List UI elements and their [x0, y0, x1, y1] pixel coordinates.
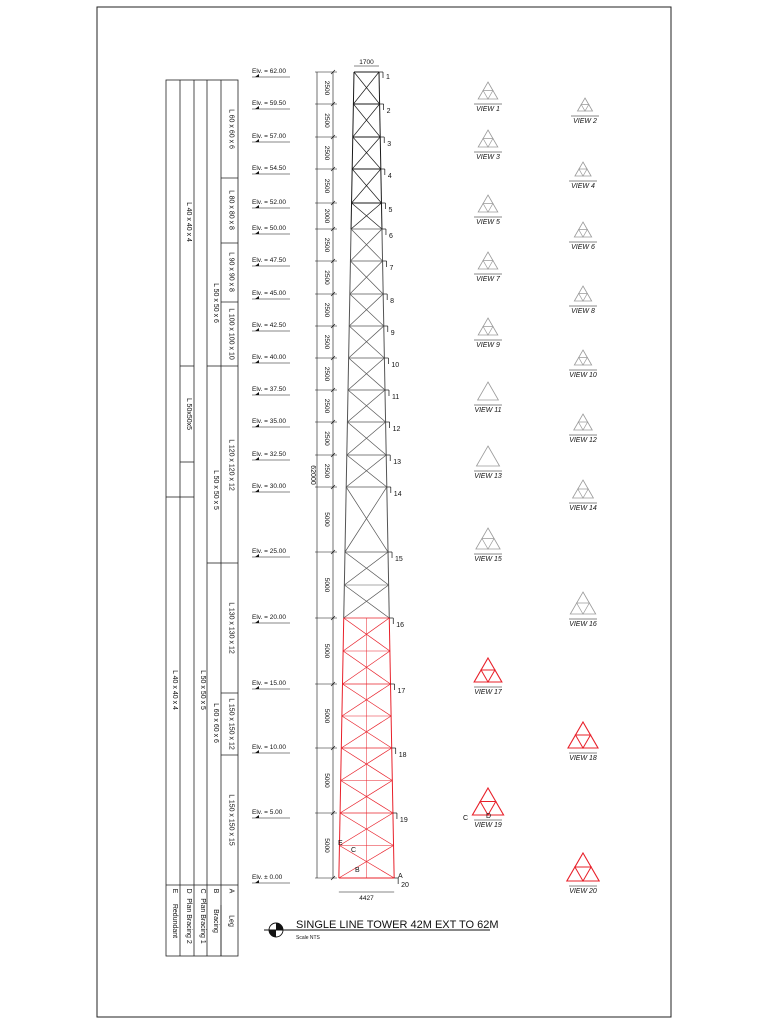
plan-views	[463, 82, 599, 895]
segment-height-label: 2500	[323, 178, 330, 194]
sheet-border	[97, 7, 671, 1017]
view-label: VIEW 12	[569, 437, 597, 444]
plan-view	[474, 446, 502, 480]
section-marker	[388, 552, 403, 563]
plan-view	[569, 222, 597, 251]
view-label: VIEW 4	[571, 183, 595, 190]
elevation-marker	[252, 874, 290, 883]
legend-name: Bracing	[212, 909, 219, 933]
section-marker	[386, 422, 401, 433]
segment-height-label: 2500	[323, 237, 330, 253]
elevation-marker	[252, 290, 290, 299]
legend-code: D	[185, 888, 192, 894]
tower-panel	[347, 390, 385, 422]
plan1-section-label: L 50x50x5	[185, 397, 192, 431]
elevation-marker	[252, 809, 290, 818]
elevation-marker	[252, 418, 290, 427]
plan-view	[474, 318, 502, 349]
view-label: VIEW 20	[569, 888, 597, 895]
section-marker	[387, 487, 402, 498]
leg-section-label: L 90 x 90 x 8	[227, 252, 235, 292]
tower-panel	[346, 455, 387, 487]
tower-panel	[353, 104, 380, 137]
section-marker	[392, 748, 407, 759]
view-label: VIEW 2	[573, 118, 597, 125]
leg-section-label: L 100 x 100 x 10	[227, 308, 235, 360]
elevation-label: Elv. = 32.50	[252, 451, 287, 458]
plan-view	[474, 382, 502, 414]
section-number: 17	[397, 688, 406, 695]
member-letter-c: C	[351, 847, 357, 854]
view-label: VIEW 14	[569, 505, 597, 512]
plan-view	[571, 98, 599, 125]
view-label: VIEW 5	[476, 219, 500, 226]
section-marker	[381, 203, 392, 214]
table-text	[171, 109, 235, 944]
plan-view	[474, 528, 502, 563]
segment-height-label: 2500	[323, 113, 330, 128]
section-number: 9	[390, 330, 395, 337]
section-number: 10	[391, 362, 400, 369]
elevation-label: Elv. = 62.00	[252, 68, 287, 75]
leg-section-label: L 80 x 80 x 8	[227, 190, 235, 230]
top-width-label: 1700	[359, 59, 374, 66]
legend-code: A	[227, 888, 235, 894]
section-number: 12	[392, 426, 401, 433]
member-letter-e: E	[338, 840, 343, 847]
view-label: VIEW 19	[474, 822, 502, 829]
tower-panel	[353, 72, 379, 104]
elevation-marker	[252, 165, 290, 174]
section-marker	[386, 455, 401, 466]
elevation-label: Elv. = 59.50	[252, 100, 287, 107]
elevation-marker	[252, 614, 290, 623]
elevation-marker	[252, 100, 290, 109]
view-label: VIEW 1	[476, 106, 500, 113]
elevation-label: Elv. = 47.50	[252, 257, 287, 264]
section-number: 8	[390, 298, 395, 305]
plan-view	[474, 658, 503, 696]
elevation-label: Elv. = 25.00	[252, 548, 287, 555]
elevation-label: Elv. = 20.00	[252, 614, 287, 621]
section-marker	[393, 813, 408, 824]
segment-height-label: 5000	[323, 577, 330, 593]
section-marker	[389, 618, 404, 629]
elevation-marker	[252, 354, 290, 363]
plan-view	[472, 788, 503, 829]
segment-height-label: 2500	[323, 334, 330, 350]
view-label: VIEW 16	[569, 621, 597, 628]
tower-panel	[349, 294, 384, 326]
elevation-marker	[252, 744, 290, 753]
plan-view	[569, 414, 597, 444]
legend-code: C	[199, 888, 206, 894]
plan-view	[567, 853, 599, 895]
section-number: 13	[393, 459, 401, 466]
view-label: VIEW 15	[474, 556, 502, 563]
elevation-marker	[252, 68, 290, 77]
segment-height-label: 2500	[323, 145, 330, 161]
view-label: VIEW 10	[569, 372, 597, 379]
view-label: VIEW 8	[571, 308, 595, 315]
section-number: 16	[396, 622, 405, 629]
tower-panel	[339, 813, 394, 878]
section-marker	[383, 294, 394, 305]
plan-view	[474, 82, 502, 113]
plan-view	[474, 130, 502, 161]
segment-height-label: 5000	[323, 838, 330, 853]
section-number: 4	[387, 173, 392, 180]
elevation-label: Elv. = 45.00	[252, 290, 287, 297]
tower-panel	[352, 137, 381, 169]
bracing-section-label: L 50 x 50 x 5	[212, 470, 219, 510]
view-label: VIEW 18	[569, 755, 597, 762]
view-label: VIEW 11	[474, 407, 502, 414]
elevation-marker	[252, 386, 290, 395]
base-width-label: 4427	[359, 895, 374, 902]
section-number: 2	[386, 108, 391, 115]
segment-height-label: 5000	[323, 773, 330, 788]
plan-view	[569, 480, 597, 512]
segment-height-label: 5000	[323, 643, 330, 659]
elevation-markers	[252, 68, 290, 883]
elevation-label: Elv. = 42.50	[252, 322, 287, 329]
section-marker	[382, 229, 393, 240]
leg-section-label: L 120 x 120 x 12	[227, 439, 235, 491]
plan-view	[568, 722, 598, 762]
segment-height-label: 2500	[323, 302, 330, 318]
segment-height-label: 2500	[323, 80, 330, 96]
tower-panel	[349, 326, 385, 358]
elevation-label: Elv. = 35.00	[252, 418, 287, 425]
section-number: 3	[387, 141, 392, 148]
plan-view	[474, 252, 502, 283]
segment-height-label: 2500	[323, 366, 330, 382]
tower-panel	[350, 229, 382, 261]
segment-height-label: 5000	[323, 708, 330, 724]
section-marker	[380, 104, 391, 115]
tower-panel	[351, 203, 382, 229]
elevation-label: Elv. = 5.00	[252, 809, 283, 816]
plan-view	[569, 350, 597, 379]
title-block	[264, 919, 499, 941]
plan-view	[569, 592, 597, 628]
view-label: VIEW 3	[476, 154, 500, 161]
total-height-label: 62000	[309, 465, 316, 485]
leg-section-label: L 60 x 60 x 6	[227, 109, 235, 149]
view-label: VIEW 17	[474, 689, 502, 696]
legend-code: E	[171, 888, 178, 894]
section-marker	[384, 358, 399, 369]
section-marker	[379, 72, 390, 81]
legend-name: Leg	[227, 915, 235, 927]
section-number: 1	[386, 74, 390, 81]
segment-height-label: 2500	[323, 270, 330, 285]
view-label: VIEW 7	[476, 276, 500, 283]
section-number: 15	[395, 556, 403, 563]
tower-elevation	[338, 72, 403, 880]
plan-view	[569, 162, 597, 190]
section-marker	[384, 326, 395, 337]
elevation-label: Elv. ± 0.00	[252, 874, 283, 881]
section-number: 20	[401, 882, 409, 889]
elevation-marker	[252, 548, 290, 557]
segment-height-label: 2500	[323, 463, 330, 479]
section-markers	[379, 72, 409, 889]
elevation-marker	[252, 257, 290, 266]
tower-panel	[341, 684, 391, 748]
redundant-section-label: L 40 x 40 x 4	[171, 670, 178, 710]
elevation-label: Elv. = 52.00	[252, 199, 287, 206]
leg-section-label: L 150 x 150 x 12	[227, 698, 235, 750]
tower-panel	[348, 358, 385, 390]
legend-name: Plan Bracing 1	[199, 898, 206, 944]
legend-name: Redundant	[171, 903, 178, 939]
plan2-section-label: L 50 x 50 x 5	[199, 670, 206, 710]
elevation-marker	[252, 225, 290, 234]
leg-section-label: L 150 x 150 x 15	[227, 794, 235, 846]
elevation-label: Elv. = 57.00	[252, 133, 287, 140]
view19-letter-c: C	[463, 815, 469, 822]
elevation-marker	[252, 199, 290, 208]
segment-height-label: 2000	[323, 208, 330, 224]
section-number: 14	[393, 491, 402, 498]
view-label: VIEW 6	[571, 244, 595, 251]
segment-height-label: 5000	[323, 512, 330, 527]
elevation-marker	[252, 483, 290, 492]
tower-panel	[344, 552, 390, 618]
section-marker	[383, 261, 394, 272]
plan1-section-label: L 40 x 40 x 4	[185, 202, 192, 242]
section-marker	[381, 169, 392, 180]
elevation-marker	[252, 451, 290, 460]
section-number: 18	[398, 752, 407, 759]
tower-panel	[350, 261, 383, 294]
plan-view	[569, 286, 597, 315]
bracing-section-label: L 60 x 60 x 6	[212, 703, 219, 743]
tower-panel	[342, 618, 390, 684]
section-number: 11	[391, 394, 400, 401]
drawing-title: SINGLE LINE TOWER 42M EXT TO 62M	[296, 919, 499, 931]
drawing-scale: Scale NTS	[296, 935, 320, 941]
view-label: VIEW 13	[474, 473, 502, 480]
member-letter-b: B	[355, 867, 360, 874]
segment-height-label: 2500	[323, 398, 330, 414]
tower-panel	[345, 487, 388, 552]
elevation-label: Elv. = 10.00	[252, 744, 287, 751]
section-number: 5	[388, 207, 393, 214]
elevation-label: Elv. = 54.50	[252, 165, 287, 172]
elevation-label: Elv. = 15.00	[252, 680, 287, 687]
member-letter-a: A	[398, 873, 403, 880]
elevation-label: Elv. = 40.00	[252, 354, 287, 361]
view-label: VIEW 9	[476, 342, 500, 349]
section-number: 7	[389, 265, 394, 272]
elevation-marker	[252, 133, 290, 142]
section-number: 6	[388, 233, 393, 240]
elevation-marker	[252, 680, 290, 689]
section-marker	[391, 684, 406, 695]
elevation-label: Elv. = 30.00	[252, 483, 287, 490]
segment-height-label: 2500	[323, 431, 330, 446]
legend-code: B	[212, 888, 219, 894]
section-table	[166, 80, 238, 956]
elevation-label: Elv. = 50.00	[252, 225, 287, 232]
legend-name: Plan Bracing 2	[185, 898, 192, 944]
elevation-marker	[252, 322, 290, 331]
tower-panel	[347, 422, 386, 455]
section-marker	[380, 137, 391, 148]
bracing-section-label: L 50 x 50 x 6	[212, 283, 219, 323]
section-number: 19	[399, 817, 408, 824]
view19-letter-d: D	[486, 813, 492, 820]
leg-section-label: L 130 x 130 x 12	[227, 602, 235, 654]
section-marker	[385, 390, 399, 401]
tower-panel	[340, 748, 393, 813]
plan-view	[474, 195, 502, 226]
elevation-label: Elv. = 37.50	[252, 386, 287, 393]
tower-panel	[352, 169, 382, 203]
